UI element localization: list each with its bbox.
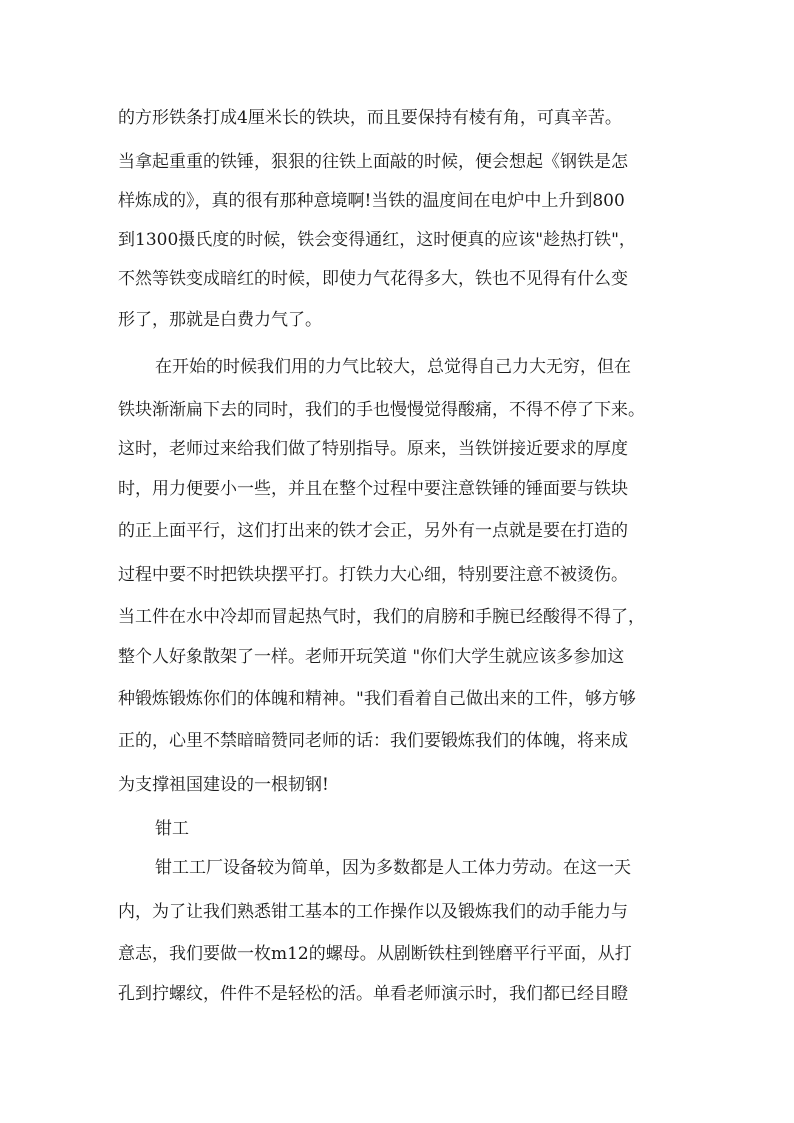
paragraph-first-line: 在开始的时候我们用的力气比较大，总觉得自己力大无穷，但在 (155, 357, 631, 377)
text-line: 内，为了让我们熟悉钳工基本的工作操作以及锻炼我们的动手能力与 (118, 902, 628, 922)
text-line: 为支撑祖国建设的一根韧钢! (118, 775, 329, 795)
text-line: 正的，心里不禁暗暗赞同老师的话：我们要锻炼我们的体魄，将来成 (118, 731, 628, 751)
section-heading: 钳工 (155, 819, 189, 839)
text-line: 整个人好象散架了一样。老师开玩笑道 "你们大学生就应该多参加这 (118, 647, 625, 667)
text-line: 的正上面平行，这们打出来的铁才会正，另外有一点就是要在打造的 (118, 521, 628, 541)
text-line: 种锻炼锻炼你们的体魄和精神。"我们看着自己做出来的工件，够方够 (118, 689, 636, 709)
text-line: 当工件在水中冷却而冒起热气时，我们的肩膀和手腕已经酸得不得了， (118, 607, 645, 627)
paragraph-first-line: 钳工工厂设备较为简单，因为多数都是人工体力劳动。在这一天 (155, 858, 631, 878)
text-line: 意志，我们要做一枚m12的螺母。从剧断铁柱到锉磨平行平面，从打 (118, 944, 632, 964)
text-line: 孔到拧螺纹，件件不是轻松的活。单看老师演示时，我们都已经目瞪 (118, 984, 628, 1004)
text-line: 这时，老师过来给我们做了特别指导。原来，当铁饼接近要求的厚度 (118, 439, 628, 459)
text-line: 时，用力便要小一些，并且在整个过程中要注意铁锤的锤面要与铁块 (118, 479, 628, 499)
text-line: 的方形铁条打成4厘米长的铁块，而且要保持有棱有角，可真辛苦。 (118, 108, 622, 128)
text-line: 不然等铁变成暗红的时候，即使力气花得多大，铁也不见得有什么变 (118, 269, 628, 289)
text-line: 样炼成的》，真的很有那种意境啊!当铁的温度间在电炉中上升到800 (118, 191, 625, 211)
text-line: 当拿起重重的铁锤，狠狠的往铁上面敲的时候，便会想起《钢铁是怎 (118, 152, 628, 172)
text-line: 铁块渐渐扁下去的同时，我们的手也慢慢觉得酸痛，不得不停了下来。 (118, 400, 645, 420)
text-line: 形了，那就是白费力气了。 (118, 310, 322, 330)
text-line: 过程中要不时把铁块摆平打。打铁力大心细，特别要注意不被烫伤。 (118, 565, 628, 585)
text-line: 到1300摄氏度的时候，铁会变得通红，这时便真的应该"趁热打铁"， (118, 230, 636, 250)
